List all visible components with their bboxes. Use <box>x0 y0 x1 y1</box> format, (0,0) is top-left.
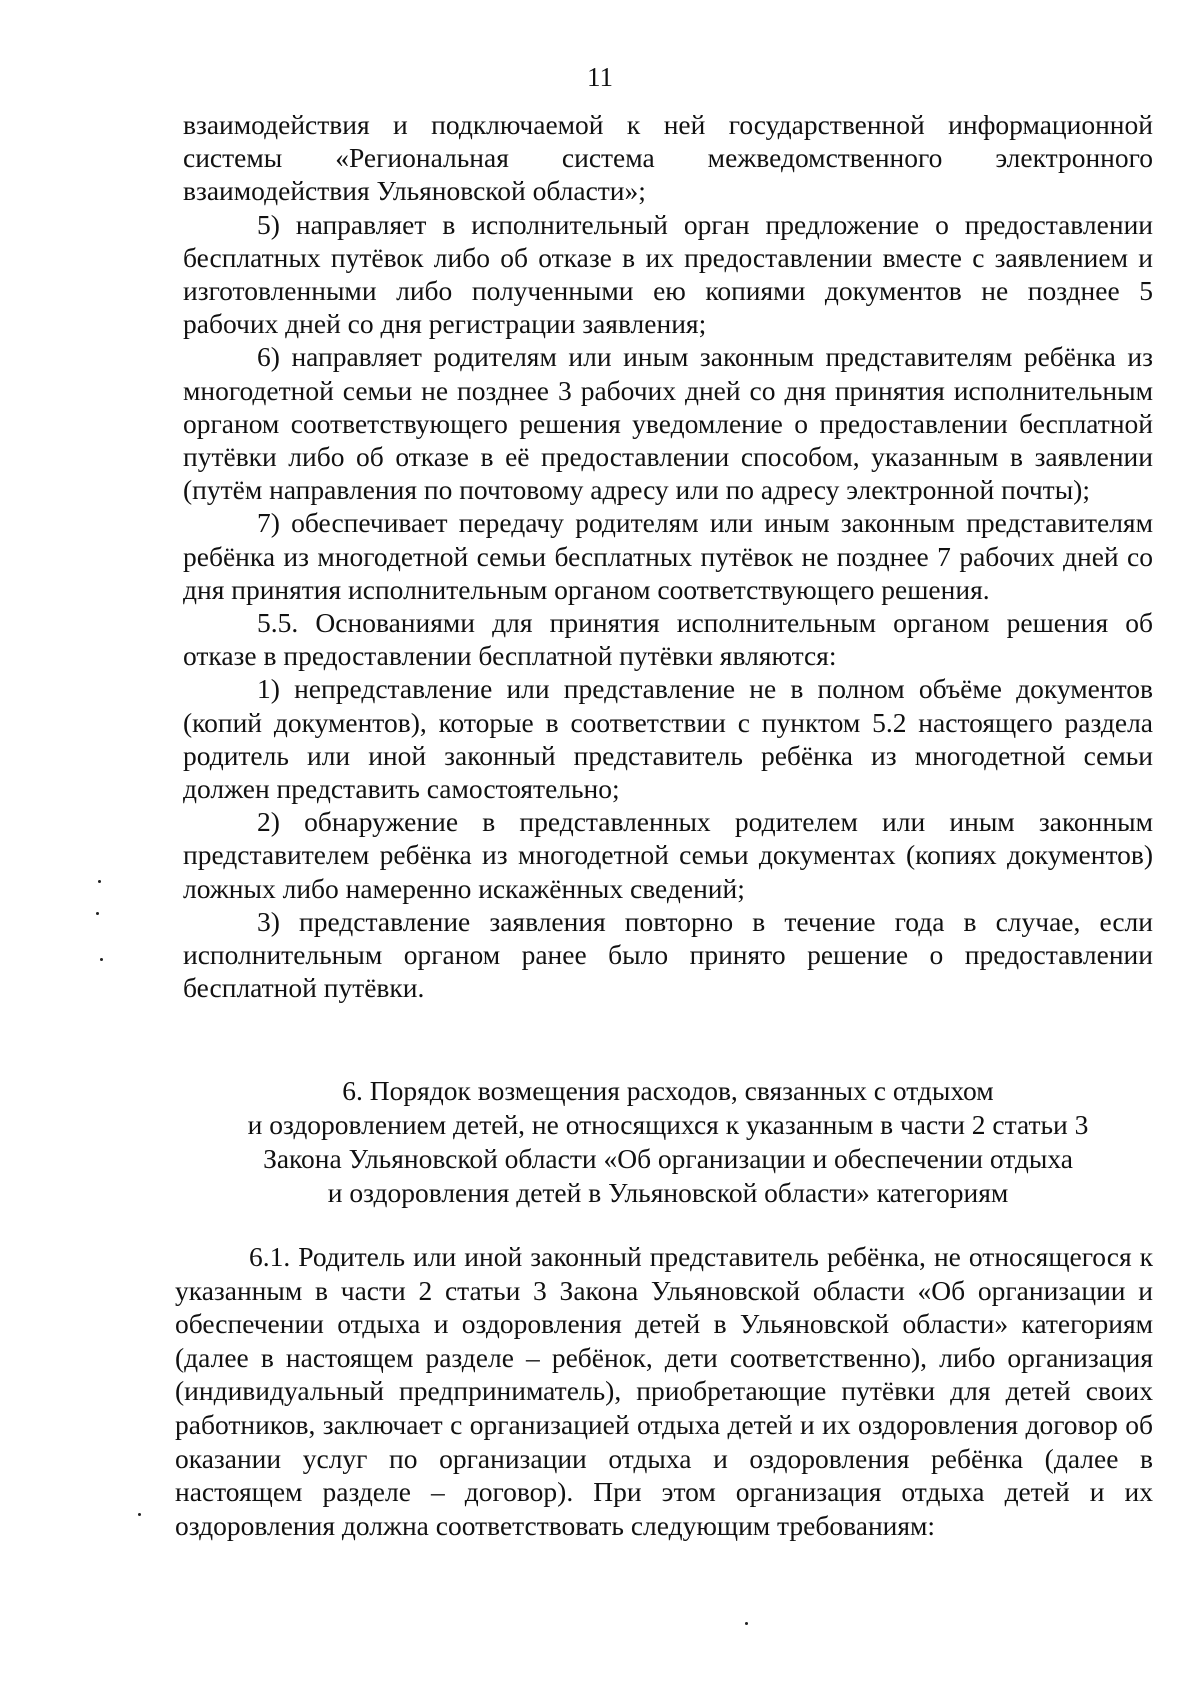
scan-speck <box>96 912 99 915</box>
scan-speck <box>745 1622 748 1625</box>
document-body-bottom <box>175 1240 1153 1542</box>
document-body-top <box>183 108 1153 1004</box>
scan-speck <box>98 880 101 883</box>
paragraph: 1) непредставление или представление не в полном объёме документов (копий документов), которые в соответствии с пунктом 5.2 настоящего раздела родитель или иной законный представитель ребёнка из многодетной семьи должен представить самостоятельно; <box>183 673 1153 805</box>
section-heading-line: Закона Ульяновской области «Об организации и обеспечении отдыха <box>263 1143 1073 1174</box>
section-heading-line: и оздоровления детей в Ульяновской области» категориям <box>327 1177 1009 1208</box>
section-heading-line: 6. Порядок возмещения расходов, связанных с отдыхом <box>342 1075 994 1106</box>
scan-speck <box>138 1513 141 1516</box>
paragraph: 7) обеспечивает передачу родителям или иным законным представителям ребёнка из многодетной семьи бесплатных путёвок не позднее 7 рабочих дней со дня принятия исполнительным органом соответствующего решения. <box>183 507 1153 605</box>
section-heading-line: и оздоровлением детей, не относящихся к указанным в части 2 статьи 3 <box>247 1109 1089 1140</box>
paragraph: 6.1. Родитель или иной законный представитель ребёнка, не относящегося к указанным в части 2 статьи 3 Закона Ульяновской области «Об организации и обеспечении отдыха и оздоровления детей в Ульяновской области» категориям (далее в настоящем разделе – ребёнок, дети соответственно), либо организация (индивидуальный предприниматель), приобретающие путёвки для детей своих работников, заключает с организацией отдыха детей и их оздоровления договор об оказании услуг по организации отдыха и оздоровления ребёнка (далее в настоящем разделе – договор). При этом организация отдыха детей и их оздоровления должна соответствовать следующим требованиям: <box>175 1241 1153 1541</box>
section-heading <box>183 1074 1153 1210</box>
scan-speck <box>100 958 103 961</box>
paragraph: 2) обнаружение в представленных родителем или иным законным представителем ребёнка из многодетной семьи документах (копиях документов) ложных либо намеренно искажённых сведений; <box>183 806 1153 904</box>
page-number: 11 <box>587 62 613 92</box>
paragraph: 5) направляет в исполнительный орган предложение о предоставлении бесплатных путёвок либо об отказе в их предоставлении вместе с заявлением и изготовленными либо полученными ею копиями документов не позднее 5 рабочих дней со дня регистрации заявления; <box>183 208 1153 340</box>
paragraph: 3) представление заявления повторно в течение года в случае, если исполнительным органом ранее было принято решение о предоставлении бесплатной путёвки. <box>183 905 1153 1004</box>
paragraph: взаимодействия и подключаемой к ней государственной информационной системы «Региональная система межведомственного электронного взаимодействия Ульяновской области»; <box>183 109 1153 207</box>
paragraph: 5.5. Основаниями для принятия исполнительным органом решения об отказе в предоставлении бесплатной путёвки являются: <box>183 607 1153 672</box>
paragraph: 6) направляет родителям или иным законным представителям ребёнка из многодетной семьи не позднее 3 рабочих дней со дня принятия исполнительным органом соответствующего решения уведомление о предоставлении бесплатной путёвки либо об отказе в её предоставлении способом, указанным в заявлении (путём направления по почтовому адресу или по адресу электронной почты); <box>183 341 1153 506</box>
